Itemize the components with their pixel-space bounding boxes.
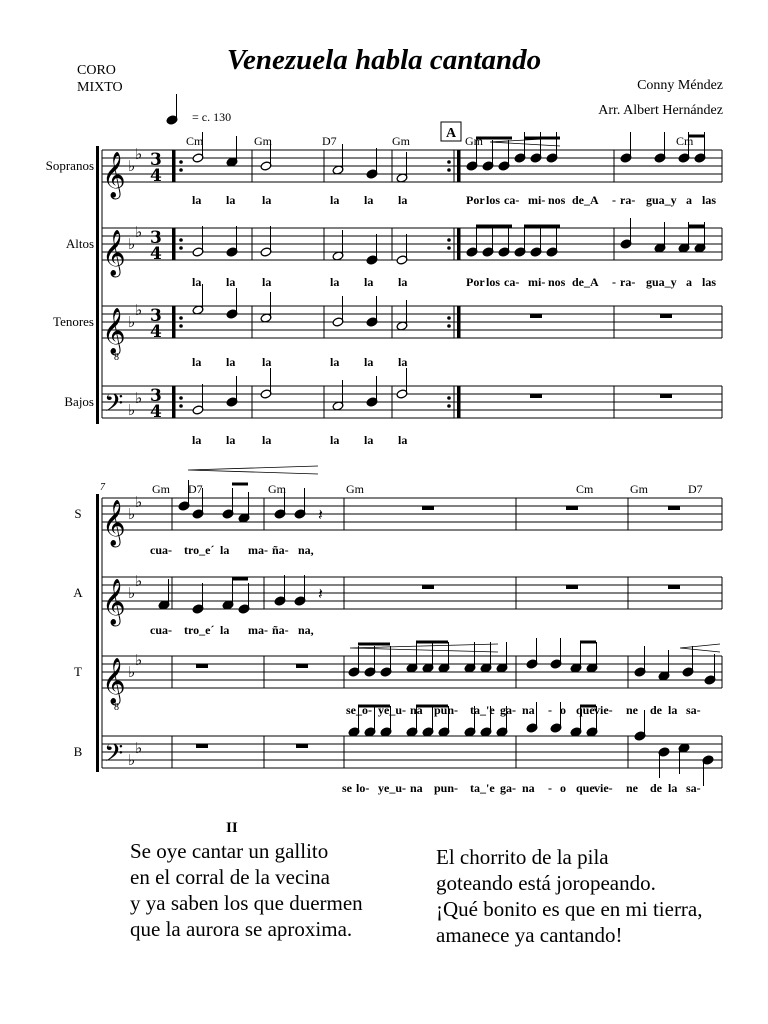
chord-symbol: Gm xyxy=(392,134,410,148)
chord-symbol: Gm xyxy=(152,482,170,496)
chord-symbol: D7 xyxy=(188,482,203,496)
bass-clef-icon: 𝄢 xyxy=(104,739,124,774)
lyric-syllable: de xyxy=(650,703,662,717)
repeat-end-bar xyxy=(457,228,461,260)
lyric-syllable: - xyxy=(548,781,552,795)
lyric-syllable: sa- xyxy=(686,781,701,795)
flat-icon: ♭ xyxy=(128,235,136,253)
lyric-syllable: la xyxy=(398,355,408,369)
lyric-syllable: ra- xyxy=(620,275,636,289)
octave-marker: 8 xyxy=(114,702,119,713)
tempo-marking: = c. 130 xyxy=(192,110,232,124)
lyric-syllable: la xyxy=(192,275,202,289)
repeat-dot xyxy=(447,238,451,242)
repeat-dot xyxy=(179,396,183,400)
lyric-syllable: - xyxy=(548,703,552,717)
stanza-2-line-1: El chorrito de la pila xyxy=(436,845,609,869)
whole-rest xyxy=(566,506,578,510)
repeat-dot xyxy=(179,404,183,408)
time-signature-top: 3 xyxy=(150,228,162,248)
lyric-syllable: ye_u- xyxy=(378,781,406,795)
repeat-dot xyxy=(447,246,451,250)
lyric-syllable: la xyxy=(330,355,340,369)
whole-rest xyxy=(422,506,434,510)
whole-rest xyxy=(530,314,542,318)
score-text xyxy=(46,122,717,795)
lyric-syllable: pun- xyxy=(434,703,459,717)
whole-rest xyxy=(530,394,542,398)
lyric-syllable: la xyxy=(330,275,340,289)
lyric-syllable: la xyxy=(226,355,236,369)
whole-rest xyxy=(566,585,578,589)
lyric-syllable: na xyxy=(410,703,423,717)
staff-label: Sopranos xyxy=(45,158,94,173)
lyric-syllable: na xyxy=(522,703,535,717)
verse-section-number: II xyxy=(226,820,238,836)
lyric-syllable: la xyxy=(398,433,408,447)
repeat-dot xyxy=(179,324,183,328)
whole-rest xyxy=(296,664,308,668)
staff-label: A xyxy=(73,585,83,600)
stanza-2-line-3: ¡Qué bonito es que en mi tierra, xyxy=(436,897,703,921)
lyric-syllable: ne xyxy=(626,781,638,795)
repeat-dot xyxy=(447,160,451,164)
time-signature-bottom: 4 xyxy=(150,244,162,264)
lyric-syllable: ga- xyxy=(500,781,516,795)
lyric-syllable: la xyxy=(226,275,236,289)
repeat-start-bar xyxy=(172,228,176,260)
lyric-syllable: la xyxy=(220,543,230,557)
time-signature-top: 3 xyxy=(150,150,162,170)
repeat-dot xyxy=(447,168,451,172)
lyric-syllable: la xyxy=(192,355,202,369)
lyric-syllable: que xyxy=(576,781,595,795)
flat-icon: ♭ xyxy=(128,313,136,331)
choir-type-line2: MIXTO xyxy=(77,80,123,95)
lyric-syllable: cua- xyxy=(150,543,172,557)
lyric-syllable: na, xyxy=(298,543,314,557)
staff-label: Tenores xyxy=(53,314,94,329)
stanza-2 xyxy=(436,844,703,948)
lyric-syllable: tro_e´ xyxy=(184,543,215,557)
lyric-syllable: de xyxy=(650,781,662,795)
repeat-dot xyxy=(179,168,183,172)
lyric-syllable: - xyxy=(612,193,616,207)
flat-icon: ♭ xyxy=(128,584,136,602)
repeat-end-bar xyxy=(457,150,461,182)
octave-marker: 8 xyxy=(114,352,119,363)
whole-rest xyxy=(668,506,680,510)
staff-label: S xyxy=(74,506,82,521)
lyric-syllable: ña- xyxy=(272,543,289,557)
treble-clef-icon: 𝄞 xyxy=(102,230,126,276)
repeat-dot xyxy=(179,160,183,164)
flat-icon: ♭ xyxy=(128,401,136,419)
time-signature-top: 3 xyxy=(150,306,162,326)
lyric-syllable: la xyxy=(364,433,374,447)
time-signature-bottom: 4 xyxy=(150,166,162,186)
lyric-syllable: ca- xyxy=(504,193,520,207)
whole-rest xyxy=(668,585,680,589)
chord-symbol: Gm xyxy=(268,482,286,496)
chord-symbol: Gm xyxy=(346,482,364,496)
measure-number: 7 xyxy=(100,482,105,493)
stanza-2-line-4: amanece ya cantando! xyxy=(436,923,623,947)
lyric-syllable: se_o- xyxy=(346,703,372,717)
treble-clef-icon: 𝄞 xyxy=(102,579,126,625)
repeat-dot xyxy=(447,316,451,320)
time-signature-bottom: 4 xyxy=(150,322,162,342)
flat-icon: ♭ xyxy=(128,751,136,769)
lyric-syllable: las xyxy=(702,275,717,289)
chord-symbol: Gm xyxy=(254,134,272,148)
lyric-syllable: ña- xyxy=(272,623,289,637)
staff-label: T xyxy=(74,664,82,679)
lyric-syllable: o xyxy=(560,703,566,717)
repeat-end-bar xyxy=(457,306,461,338)
bass-clef-icon: 𝄢 xyxy=(104,389,124,424)
staff-label: B xyxy=(73,744,83,759)
lyric-syllable: la xyxy=(364,275,374,289)
lyric-syllable: vie- xyxy=(594,781,613,795)
lyric-syllable: ma- xyxy=(248,623,268,637)
lyric-syllable: nos xyxy=(548,193,566,207)
flat-icon: ♭ xyxy=(135,493,143,511)
lyric-syllable: ta_'e xyxy=(470,781,495,795)
choir-type-line1: CORO xyxy=(77,63,116,78)
stanza-1-line-3: y ya saben los que duermen xyxy=(130,891,363,915)
repeat-dot xyxy=(447,404,451,408)
lyric-syllable: Por xyxy=(466,275,485,289)
lyric-syllable: la xyxy=(192,193,202,207)
staff-label: Bajos xyxy=(64,394,94,409)
system-bracket xyxy=(96,146,99,424)
lyric-syllable: la xyxy=(330,433,340,447)
system-bracket xyxy=(96,494,99,772)
choir-type xyxy=(77,62,123,96)
lyric-syllable: tro_e´ xyxy=(184,623,215,637)
lyric-syllable: ta_'e xyxy=(470,703,495,717)
lyric-syllable: la xyxy=(668,703,678,717)
whole-rest xyxy=(196,664,208,668)
lyric-syllable: ye_u- xyxy=(378,703,406,717)
flat-icon: ♭ xyxy=(135,223,143,241)
repeat-start-bar xyxy=(172,386,176,418)
lyric-syllable: la xyxy=(226,193,236,207)
stanza-1-line-1: Se oye cantar un gallito xyxy=(130,839,329,863)
chord-symbol: Cm xyxy=(576,482,594,496)
treble-clef-icon: 𝄞 xyxy=(102,308,126,354)
lyric-syllable: los xyxy=(486,193,501,207)
lyric-syllable: los xyxy=(486,275,501,289)
lyric-syllable: pun- xyxy=(434,781,459,795)
chord-symbol: Cm xyxy=(676,134,694,148)
lyric-syllable: o xyxy=(560,781,566,795)
lyric-syllable: ra- xyxy=(620,193,636,207)
lyric-syllable: ne xyxy=(626,703,638,717)
lyric-syllable: ga- xyxy=(500,703,516,717)
crescendo-hairpin xyxy=(680,644,720,652)
flat-icon: ♭ xyxy=(135,572,143,590)
lyric-syllable: la xyxy=(220,623,230,637)
lyric-syllable: sa- xyxy=(686,703,701,717)
composer-credit: Conny Méndez xyxy=(637,78,723,93)
time-signature-top: 3 xyxy=(150,386,162,406)
chord-symbol: D7 xyxy=(322,134,337,148)
crescendo-hairpin xyxy=(188,466,318,474)
lyric-syllable: gua_y xyxy=(646,193,677,207)
lyric-syllable: - xyxy=(612,275,616,289)
lyric-syllable: na xyxy=(522,781,535,795)
whole-rest xyxy=(196,744,208,748)
flat-icon: ♭ xyxy=(128,505,136,523)
lyric-syllable: la xyxy=(192,433,202,447)
repeat-dot xyxy=(179,316,183,320)
lyric-syllable: la xyxy=(398,193,408,207)
whole-rest xyxy=(296,744,308,748)
whole-rest xyxy=(422,585,434,589)
lyric-syllable: cua- xyxy=(150,623,172,637)
chord-symbol: Cm xyxy=(186,134,204,148)
flat-icon: ♭ xyxy=(135,739,143,757)
repeat-dot xyxy=(447,396,451,400)
lyric-syllable: se xyxy=(342,781,352,795)
song-title: Venezuela habla cantando xyxy=(226,44,542,76)
lyric-syllable: na, xyxy=(298,623,314,637)
lyric-syllable: la xyxy=(364,193,374,207)
stanza-1-line-2: en el corral de la vecina xyxy=(130,865,330,889)
lyric-syllable: la xyxy=(330,193,340,207)
stanza-1-line-4: que la aurora se aproxima. xyxy=(130,917,353,941)
treble-clef-icon: 𝄞 xyxy=(102,658,126,704)
lyric-syllable: nos xyxy=(548,275,566,289)
repeat-dot xyxy=(179,246,183,250)
repeat-end-bar xyxy=(457,386,461,418)
treble-clef-icon: 𝄞 xyxy=(102,152,126,198)
stanza-1 xyxy=(130,838,363,942)
lyric-syllable: a xyxy=(686,275,692,289)
chord-symbol: Gm xyxy=(630,482,648,496)
lyric-syllable: na xyxy=(410,781,423,795)
lyric-syllable: gua_y xyxy=(646,275,677,289)
repeat-dot xyxy=(447,324,451,328)
quarter-rest: 𝄽 xyxy=(318,505,323,524)
lyric-syllable: la xyxy=(668,781,678,795)
flat-icon: ♭ xyxy=(135,301,143,319)
lyric-syllable: la xyxy=(226,433,236,447)
flat-icon: ♭ xyxy=(135,145,143,163)
whole-rest xyxy=(660,314,672,318)
lyric-syllable: la xyxy=(262,433,272,447)
lyric-syllable: que xyxy=(576,703,595,717)
flat-icon: ♭ xyxy=(128,157,136,175)
arranger-credit: Arr. Albert Hernández xyxy=(598,103,723,118)
repeat-start-bar xyxy=(172,150,176,182)
stanza-2-line-2: goteando está joropeando. xyxy=(436,871,656,895)
whole-rest xyxy=(660,394,672,398)
lyric-syllable: lo- xyxy=(356,781,370,795)
lyric-syllable: la xyxy=(262,355,272,369)
quarter-rest: 𝄽 xyxy=(318,584,323,603)
treble-clef-icon: 𝄞 xyxy=(102,500,126,546)
time-signature-bottom: 4 xyxy=(150,402,162,422)
chord-symbol: D7 xyxy=(688,482,703,496)
lyric-syllable: ca- xyxy=(504,275,520,289)
lyric-syllable: vie- xyxy=(594,703,613,717)
chord-symbol: Gm xyxy=(465,134,483,148)
lyric-syllable: ma- xyxy=(248,543,268,557)
lyric-syllable: las xyxy=(702,193,717,207)
repeat-start-bar xyxy=(172,306,176,338)
lyric-syllable: la xyxy=(398,275,408,289)
lyric-syllable: la xyxy=(262,193,272,207)
flat-icon: ♭ xyxy=(135,651,143,669)
lyric-syllable: a xyxy=(686,193,692,207)
lyric-syllable: Por xyxy=(466,193,485,207)
lyric-syllable: mi- xyxy=(528,275,546,289)
flat-icon: ♭ xyxy=(135,389,143,407)
flat-icon: ♭ xyxy=(128,663,136,681)
staff-label: Altos xyxy=(65,236,94,251)
lyric-syllable: de_A xyxy=(572,193,599,207)
rehearsal-mark: A xyxy=(445,126,457,141)
lyric-syllable: la xyxy=(262,275,272,289)
repeat-dot xyxy=(179,238,183,242)
lyric-syllable: de_A xyxy=(572,275,599,289)
lyric-syllable: la xyxy=(364,355,374,369)
lyric-syllable: mi- xyxy=(528,193,546,207)
